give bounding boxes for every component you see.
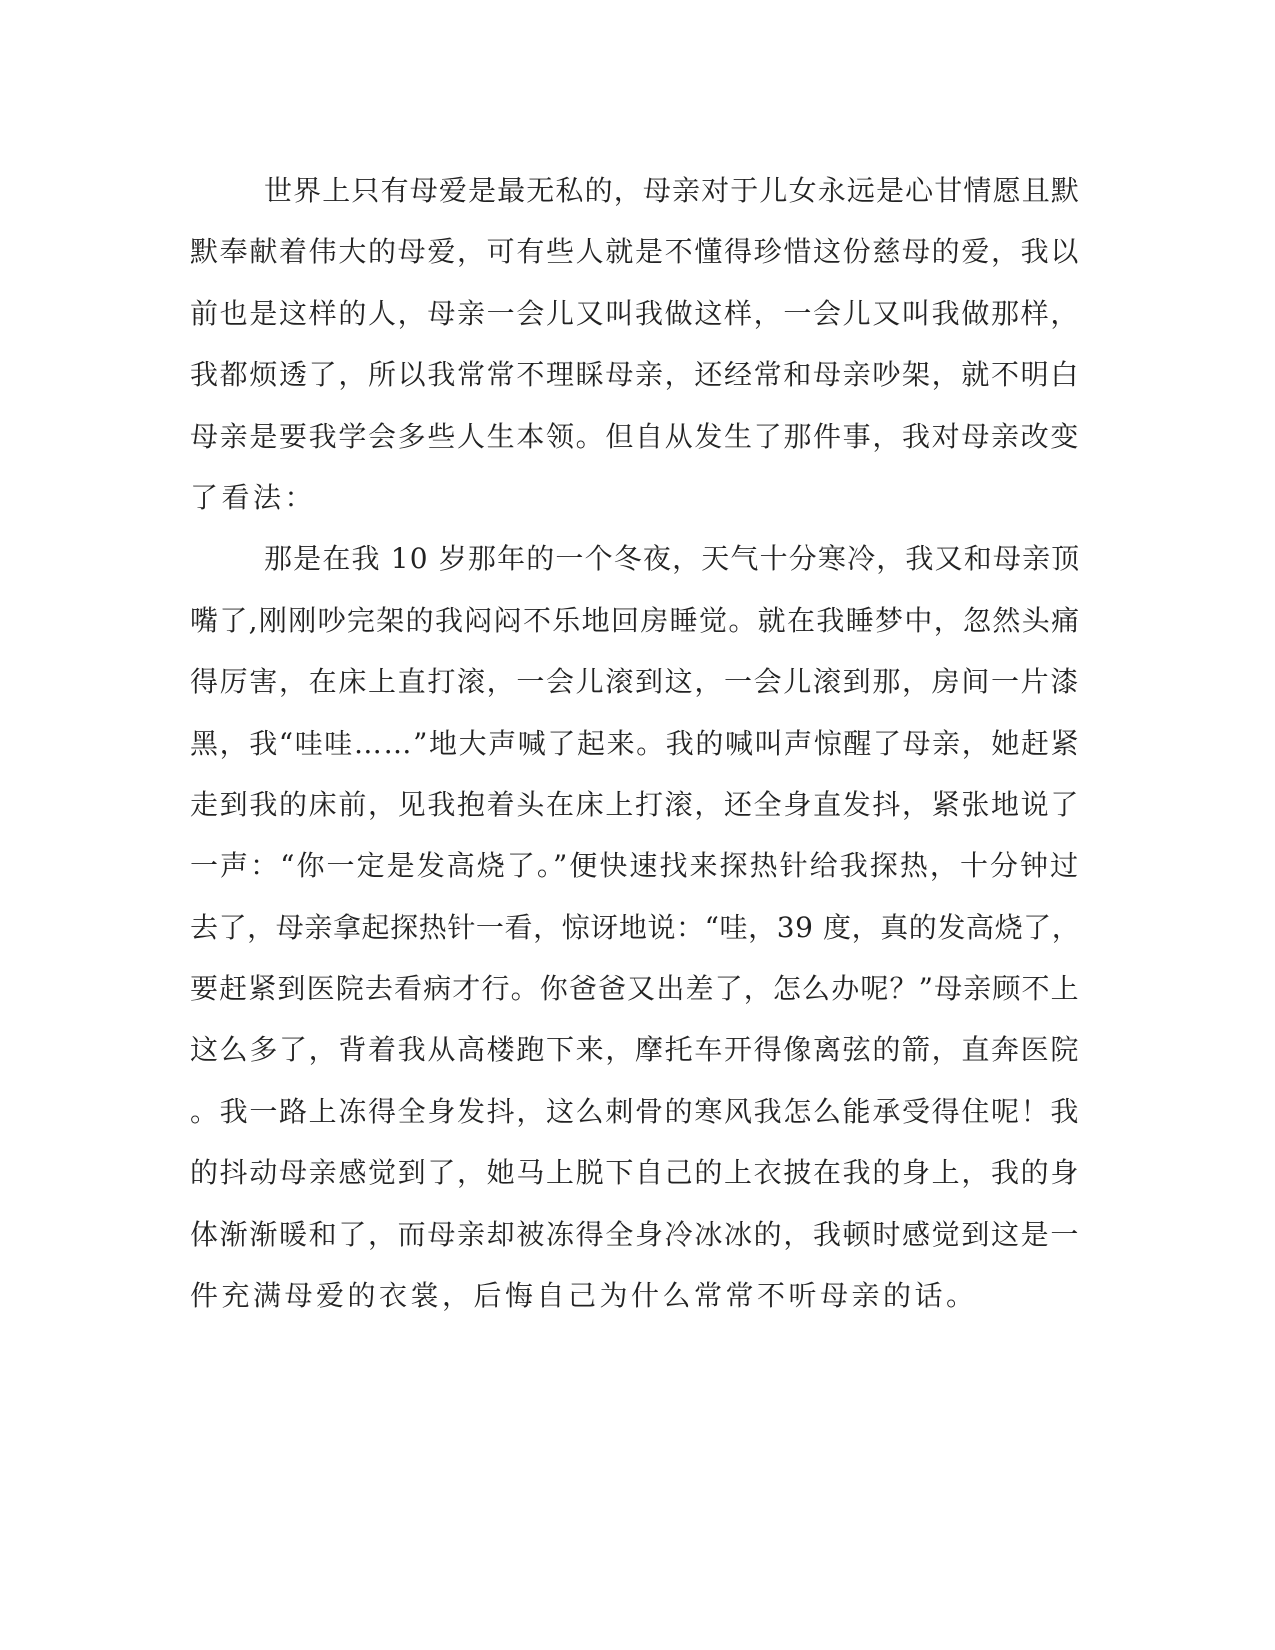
text-line: 母亲是要我学会多些人生本领。但自从发生了那件事，我对母亲改变 [190,419,1081,453]
text-line: 世界上只有母爱是最无私的，母亲对于儿女永远是心甘情愿且默 [264,174,1081,207]
text-line: 要赶紧到医院去看病才行。你爸爸又出差了，怎么办呢？”母亲顾不上 [190,972,1080,1006]
document-body [190,160,1080,1326]
text-line: 前也是这样的人，母亲一会儿又叫我做这样，一会儿又叫我做那样， [190,296,1081,330]
text-line: 体渐渐暖和了，而母亲却被冻得全身冷冰冰的，我顿时感觉到这是一 [190,1217,1081,1251]
text-line: 一声：“你一定是发高烧了。”便快速找来探热针给我探热，十分钟过 [190,849,1081,883]
paragraph-2 [190,528,1080,1326]
text-line: 黑，我“哇哇……”地大声喊了起来。我的喊叫声惊醒了母亲，她赶紧 [190,726,1081,760]
text-line: 我都烦透了，所以我常常不理睬母亲，还经常和母亲吵架，就不明白 [190,358,1081,392]
text-line: 去了，母亲拿起探热针一看，惊讶地说：“哇，39 度，真的发高烧了， [190,910,1081,944]
text-line: 这么多了，背着我从高楼跑下来，摩托车开得像离弦的箭，直奔医院 [190,1033,1081,1067]
text-line: 走到我的床前，见我抱着头在床上打滚，还全身直发抖，紧张地说了 [190,787,1081,821]
text-line: 。我一路上冻得全身发抖，这么刺骨的寒风我怎么能承受得住呢！我 [190,1094,1081,1128]
text-line: 得厉害，在床上直打滚，一会儿滚到这，一会儿滚到那，房间一片漆 [190,665,1081,699]
text-line: 默奉献着伟大的母爱，可有些人就是不懂得珍惜这份慈母的爱，我以 [190,235,1081,269]
text-line: 了看法： [190,480,317,514]
text-line: 件充满母爱的衣裳，后悔自己为什么常常不听母亲的话。 [190,1279,978,1313]
paragraph-1 [190,160,1080,528]
text-line: 那是在我 10 岁那年的一个冬夜，天气十分寒冷，我又和母亲顶 [264,542,1081,576]
text-line: 的抖动母亲感觉到了，她马上脱下自己的上衣披在我的身上，我的身 [190,1156,1081,1190]
text-line: 嘴了,刚刚吵完架的我闷闷不乐地回房睡觉。就在我睡梦中，忽然头痛 [190,603,1081,637]
